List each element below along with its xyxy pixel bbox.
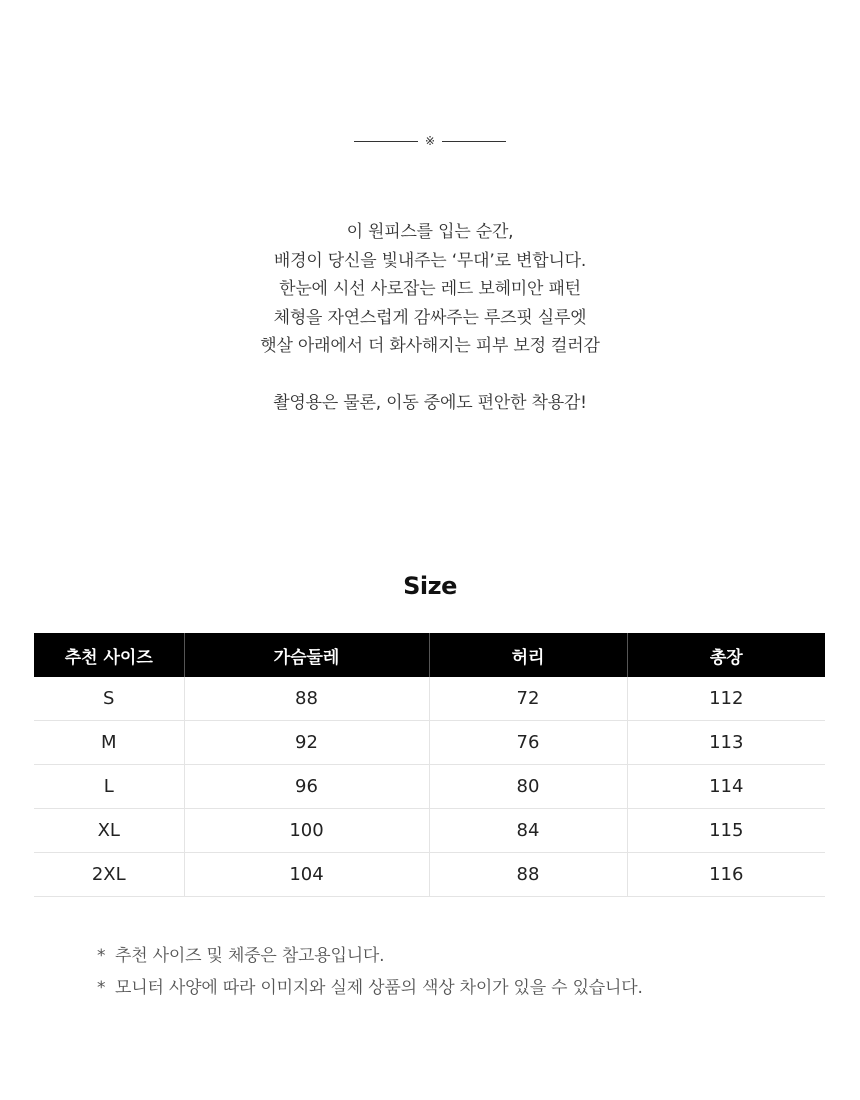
- length-cell: 114: [627, 765, 825, 809]
- waist-cell: 72: [429, 677, 627, 721]
- chest-cell: 92: [184, 721, 429, 765]
- table-row: [34, 853, 825, 897]
- size-cell: L: [34, 765, 184, 809]
- table-row: [34, 809, 825, 853]
- description-closing: 촬영용은 물론, 이동 중에도 편안한 착용감!: [273, 393, 587, 413]
- waist-cell: 76: [429, 721, 627, 765]
- length-cell: 115: [627, 809, 825, 853]
- waist-cell: 88: [429, 853, 627, 897]
- note-item: [97, 972, 643, 1004]
- size-notes: [97, 940, 643, 1004]
- section-divider: [0, 131, 860, 151]
- size-cell: 2XL: [34, 853, 184, 897]
- header-length: 총장: [627, 633, 825, 677]
- description-line: 이 원피스를 입는 순간,: [346, 222, 514, 242]
- size-heading: Size: [403, 572, 457, 600]
- chest-cell: 96: [184, 765, 429, 809]
- note-item: [97, 940, 643, 972]
- product-description: [0, 218, 860, 418]
- asterism-icon: ※: [424, 134, 436, 148]
- description-line: 한눈에 시선 사로잡는 레드 보헤미안 패턴: [279, 279, 581, 299]
- note-text: 모니터 사양에 따라 이미지와 실제 상품의 색상 차이가 있을 수 있습니다.: [115, 978, 643, 998]
- chest-cell: 104: [184, 853, 429, 897]
- header-chest: 가슴둘레: [184, 633, 429, 677]
- header-recommended-size: 추천 사이즈: [34, 633, 184, 677]
- table-row: [34, 677, 825, 721]
- divider-line-right: [442, 141, 506, 142]
- size-table: [34, 633, 825, 897]
- table-row: [34, 721, 825, 765]
- size-cell: M: [34, 721, 184, 765]
- description-line: 배경이 당신을 빛내주는 ‘무대’로 변합니다.: [273, 250, 587, 271]
- chest-cell: 100: [184, 809, 429, 853]
- header-waist: 허리: [429, 633, 627, 677]
- paragraph-gap: [0, 361, 860, 390]
- note-marker: *: [97, 978, 106, 998]
- length-cell: 112: [627, 677, 825, 721]
- divider-line-left: [354, 141, 418, 142]
- description-line: 체형을 자연스럽게 감싸주는 루즈핏 실루엣: [273, 307, 587, 328]
- table-row: [34, 765, 825, 809]
- size-table-header-row: [34, 633, 825, 677]
- size-cell: S: [34, 677, 184, 721]
- note-marker: *: [97, 946, 106, 966]
- description-line: 햇살 아래에서 더 화사해지는 피부 보정 컬러감: [260, 336, 600, 356]
- waist-cell: 80: [429, 765, 627, 809]
- length-cell: 113: [627, 721, 825, 765]
- chest-cell: 88: [184, 677, 429, 721]
- waist-cell: 84: [429, 809, 627, 853]
- size-cell: XL: [34, 809, 184, 853]
- length-cell: 116: [627, 853, 825, 897]
- note-text: 추천 사이즈 및 체중은 참고용입니다.: [115, 946, 385, 966]
